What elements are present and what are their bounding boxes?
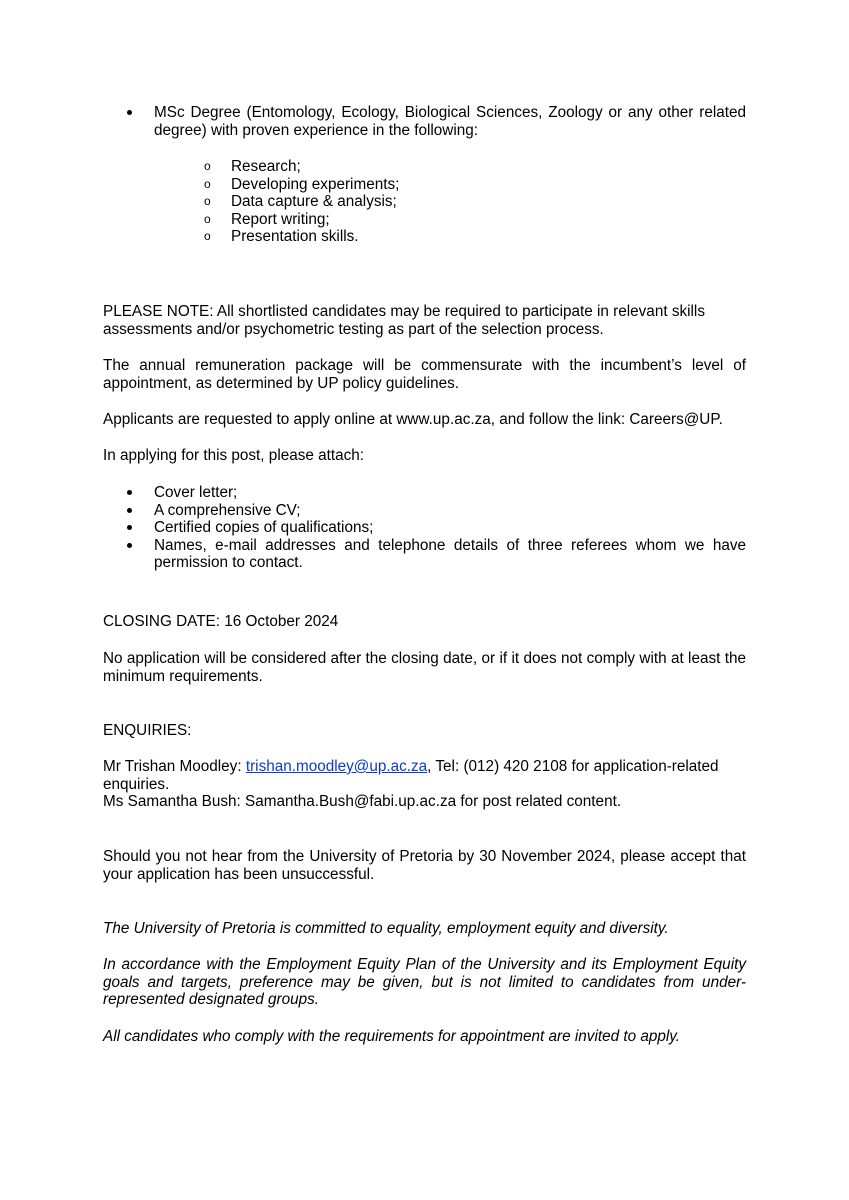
bullet-icon <box>127 525 132 530</box>
attach-intro: In applying for this post, please attach: <box>103 447 365 464</box>
equity-statement: The University of Pretoria is committed to equality, employment equity and diversity. <box>103 920 669 937</box>
closing-date: CLOSING DATE: 16 October 2024 <box>103 613 339 630</box>
closing-note-paragraph: No application will be considered after the closing date, or if it does not comply with at least the minimum requirements. <box>103 650 746 685</box>
qualification-list <box>103 104 746 139</box>
experience-item: o Report writing; <box>204 210 330 228</box>
equity-plan-paragraph: In accordance with the Employment Equity Plan of the University and its Employment Equity goals and targets, preference may be given, but is not limited to candidates from under-represented designated groups. <box>103 956 746 1009</box>
bullet-icon <box>127 508 132 513</box>
enquiry-contact-1: Mr Trishan Moodley: trishan.moodley@up.ac.za, Tel: (012) 420 2108 for application-related enquiries. <box>103 758 719 793</box>
experience-item: o Developing experiments; <box>204 175 400 193</box>
experience-item: o Presentation skills. <box>204 228 359 246</box>
bullet-icon <box>127 110 132 115</box>
attachment-list <box>103 484 746 572</box>
please-note-paragraph: PLEASE NOTE: All shortlisted candidates may be required to participate in relevant skills assessments and/or psychometric testing as part of the selection process. <box>103 303 705 338</box>
experience-item: o Data capture & analysis; <box>204 193 397 211</box>
circle-bullet-icon: o <box>204 229 211 244</box>
experience-item: o Research; <box>204 158 301 175</box>
circle-bullet-icon: o <box>204 159 211 173</box>
enquiries-heading: ENQUIRIES: <box>103 722 192 739</box>
apply-online-paragraph: Applicants are requested to apply online at www.up.ac.za, and follow the link: Careers@UP. <box>103 411 723 428</box>
attachment-item: Cover letter; <box>103 484 746 502</box>
bullet-icon <box>127 490 132 495</box>
circle-bullet-icon: o <box>204 194 211 209</box>
experience-list <box>204 158 399 246</box>
attachment-item: Certified copies of qualifications; <box>103 519 746 537</box>
email-link[interactable]: trishan.moodley@up.ac.za <box>245 758 428 775</box>
unsuccessful-note-paragraph: Should you not hear from the University of Pretoria by 30 November 2024, please accept that your application has been unsuccessful. <box>103 848 746 883</box>
qualification-item: MSc Degree (Entomology, Ecology, Biological Sciences, Zoology or any other related degree) with proven experience in the following: <box>103 104 746 139</box>
invite-paragraph: All candidates who comply with the requirements for appointment are invited to apply. <box>103 1028 681 1045</box>
attachment-item: A comprehensive CV; <box>103 502 746 520</box>
enquiry-contact-2: Ms Samantha Bush: Samantha.Bush@fabi.up.ac.za for post related content. <box>103 793 622 810</box>
circle-bullet-icon: o <box>204 176 211 191</box>
circle-bullet-icon: o <box>204 211 211 226</box>
bullet-icon <box>127 543 132 548</box>
attachment-item: Names, e-mail addresses and telephone details of three referees whom we have permission to contact. <box>103 537 746 572</box>
remuneration-paragraph: The annual remuneration package will be commensurate with the incumbent’s level of appointment, as determined by UP policy guidelines. <box>103 357 746 392</box>
